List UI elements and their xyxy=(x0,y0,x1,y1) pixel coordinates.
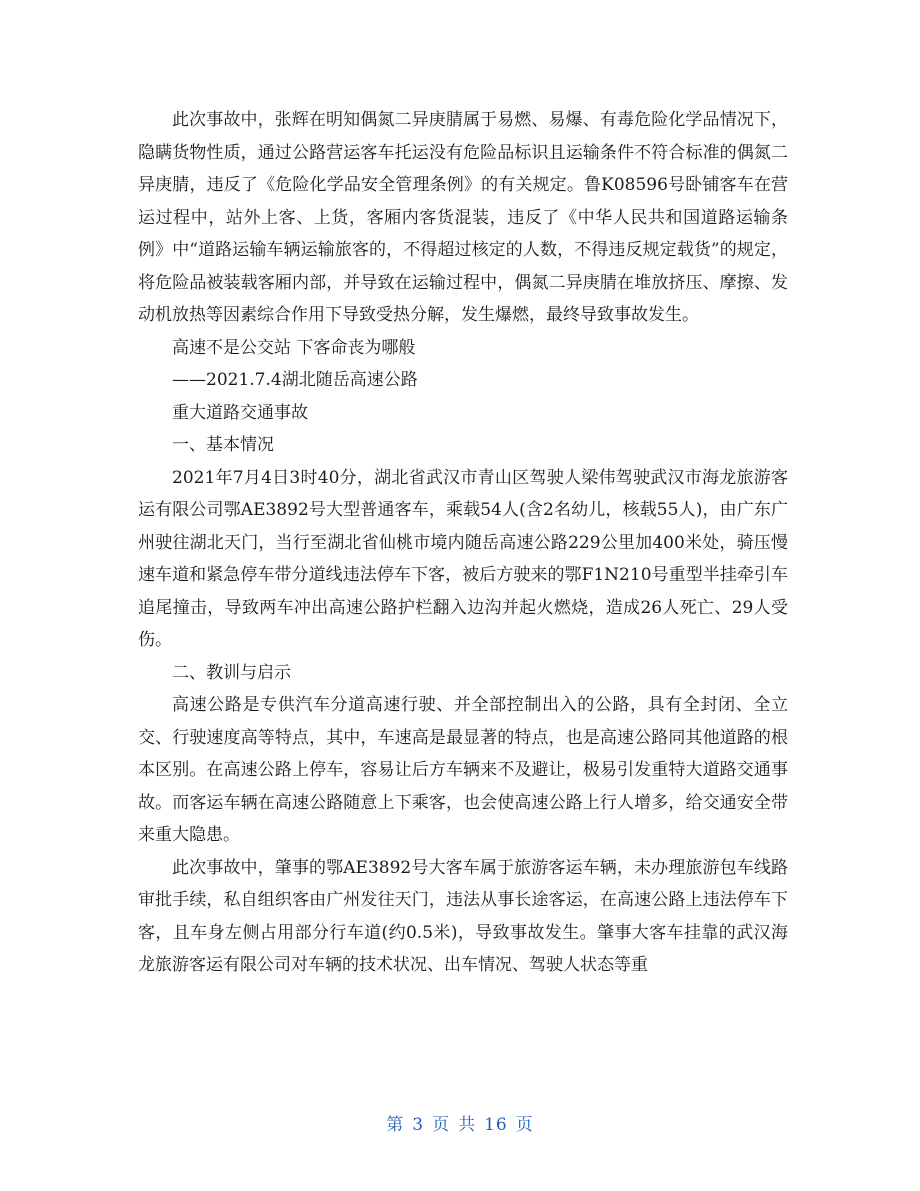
subheading-lessons: 二、教训与启示 xyxy=(172,662,291,683)
section-heading-accident-type: 重大道路交通事故 xyxy=(172,402,308,423)
footer-label-page: 页 xyxy=(432,1115,451,1135)
section-heading-date-location: ——2021.7.4湖北随岳高速公路 xyxy=(172,370,418,390)
paragraph-accident-analysis: 此次事故中，张辉在明知偶氮二异庚腈属于易燃、易爆、有毒危险化学品情况下，隐瞒货物性质，通过公路营运客车托运没有危险品标识且运输条件不符合标准的偶氮二异庚腈，违反了《危险化学品安全管理条例》的有关规定。鲁K08596号卧铺客车在营运过程中，站外上客、上货，客厢内客货混装，违反了《中华人民共和国道路运输条例》中“道路运输车辆运输旅客的，不得超过核定的人数，不得违反规定载货”的规定，将危险品被装载客厢内部，并导致在运输过程中，偶氮二异庚腈在堆放挤压、摩擦、发动机放热等因素综合作用下导致受热分解，发生爆燃，最终导致事故发生。 xyxy=(138,110,788,325)
paragraph-accident-cause: 此次事故中，肇事的鄂AE3892号大客车属于旅游客运车辆，未办理旅游包车线路审批手续，私自组织客由广州发往天门，违法从事长途客运，在高速公路上违法停车下客，且车身左侧占用部分行车道(约0.5米)，导致事故发生。肇事大客车挂靠的武汉海龙旅游客运有限公司对车辆的技术状况、出车情况、驾驶人状态等重 xyxy=(138,857,788,975)
page-footer xyxy=(0,1110,920,1135)
footer-label-total-suffix: 页 xyxy=(515,1115,534,1135)
footer-label-prefix: 第 xyxy=(386,1115,405,1135)
paragraph-basic-situation: 2021年7月4日3时40分，湖北省武汉市青山区驾驶人梁伟驾驶武汉市海龙旅游客运有限公司鄂AE3892号大型普通客车，乘载54人(含2名幼儿，核载55人)，由广东广州驶往湖北天门，当行至湖北省仙桃市境内随岳高速公路229公里加400米处，骑压慢速车道和紧急停车带分道线违法停车下客，被后方驶来的鄂F1N210号重型半挂牵引车追尾撞击，导致两车冲出高速公路护栏翻入边沟并起火燃烧，造成26人死亡、29人受伤。 xyxy=(138,467,788,650)
footer-total-pages: 16 xyxy=(484,1115,508,1135)
section-heading-title: 高速不是公交站 下客命丧为哪般 xyxy=(172,337,416,358)
paragraph-lessons: 高速公路是专供汽车分道高速行驶、并全部控制出入的公路，具有全封闭、全立交、行驶速度高等特点，其中，车速高是最显著的特点，也是高速公路同其他道路的根本区别。在高速公路上停车，容易让后方车辆来不及避让，极易引发重特大道路交通事故。而客运车辆在高速公路随意上下乘客，也会使高速公路上行人增多，给交通安全带来重大隐患。 xyxy=(138,695,788,845)
footer-current-page: 3 xyxy=(412,1115,425,1135)
subheading-basic-situation: 一、基本情况 xyxy=(172,435,274,455)
footer-label-total-prefix: 共 xyxy=(458,1115,477,1135)
document-body xyxy=(138,104,788,982)
